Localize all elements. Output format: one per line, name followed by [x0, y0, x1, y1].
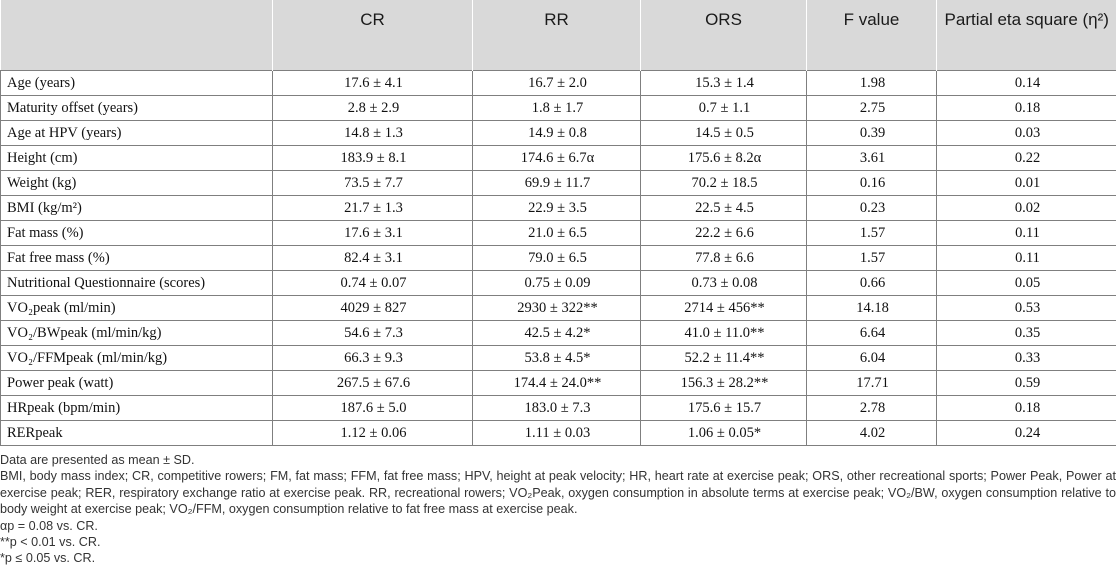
- ors-value: 156.3 ± 28.2**: [641, 371, 807, 396]
- row-label: Height (cm): [1, 146, 273, 171]
- table-row: [1, 146, 1116, 171]
- f-value: 2.75: [807, 96, 937, 121]
- cr-value: 17.6 ± 4.1: [273, 71, 473, 96]
- eta-value: 0.02: [937, 196, 1116, 221]
- cr-value: 267.5 ± 67.6: [273, 371, 473, 396]
- cr-value: 21.7 ± 1.3: [273, 196, 473, 221]
- rr-value: 16.7 ± 2.0: [473, 71, 641, 96]
- rr-value: 2930 ± 322**: [473, 296, 641, 321]
- cr-value: 17.6 ± 3.1: [273, 221, 473, 246]
- header-row-label: [1, 0, 273, 71]
- ors-value: 0.7 ± 1.1: [641, 96, 807, 121]
- f-value: 6.04: [807, 346, 937, 371]
- ors-value: 22.2 ± 6.6: [641, 221, 807, 246]
- cr-value: 14.8 ± 1.3: [273, 121, 473, 146]
- rr-value: 14.9 ± 0.8: [473, 121, 641, 146]
- table-row: [1, 421, 1116, 446]
- cr-value: 4029 ± 827: [273, 296, 473, 321]
- rr-value: 1.8 ± 1.7: [473, 96, 641, 121]
- header-cr: CR: [273, 0, 473, 71]
- ors-value: 15.3 ± 1.4: [641, 71, 807, 96]
- cr-value: 82.4 ± 3.1: [273, 246, 473, 271]
- f-value: 0.39: [807, 121, 937, 146]
- rr-value: 21.0 ± 6.5: [473, 221, 641, 246]
- rr-value: 22.9 ± 3.5: [473, 196, 641, 221]
- f-value: 4.02: [807, 421, 937, 446]
- rr-value: 69.9 ± 11.7: [473, 171, 641, 196]
- f-value: 1.98: [807, 71, 937, 96]
- f-value: 0.23: [807, 196, 937, 221]
- eta-value: 0.18: [937, 96, 1116, 121]
- row-label: VO₂/BWpeak (ml/min/kg): [1, 321, 273, 346]
- f-value: 1.57: [807, 246, 937, 271]
- cr-value: 183.9 ± 8.1: [273, 146, 473, 171]
- eta-value: 0.14: [937, 71, 1116, 96]
- rr-value: 53.8 ± 4.5*: [473, 346, 641, 371]
- table-row: [1, 221, 1116, 246]
- table-row: [1, 371, 1116, 396]
- row-label: Weight (kg): [1, 171, 273, 196]
- rr-value: 174.4 ± 24.0**: [473, 371, 641, 396]
- ors-value: 14.5 ± 0.5: [641, 121, 807, 146]
- f-value: 0.66: [807, 271, 937, 296]
- f-value: 17.71: [807, 371, 937, 396]
- ors-value: 70.2 ± 18.5: [641, 171, 807, 196]
- header-f-value: F value: [807, 0, 937, 71]
- header-ors: ORS: [641, 0, 807, 71]
- row-label: Fat mass (%): [1, 221, 273, 246]
- f-value: 2.78: [807, 396, 937, 421]
- ors-value: 52.2 ± 11.4**: [641, 346, 807, 371]
- table-row: [1, 246, 1116, 271]
- single-star-note: *p ≤ 0.05 vs. CR.: [0, 551, 96, 566]
- eta-value: 0.53: [937, 296, 1116, 321]
- table-row: [1, 321, 1116, 346]
- f-value: 0.16: [807, 171, 937, 196]
- ors-value: 77.8 ± 6.6: [641, 246, 807, 271]
- f-value: 1.57: [807, 221, 937, 246]
- cr-value: 2.8 ± 2.9: [273, 96, 473, 121]
- alpha-note: αp = 0.08 vs. CR.: [0, 518, 98, 533]
- f-value: 6.64: [807, 321, 937, 346]
- eta-value: 0.35: [937, 321, 1116, 346]
- cr-value: 187.6 ± 5.0: [273, 396, 473, 421]
- row-label: Age (years): [1, 71, 273, 96]
- ors-value: 175.6 ± 8.2α: [641, 146, 807, 171]
- eta-value: 0.05: [937, 271, 1116, 296]
- table-row: [1, 171, 1116, 196]
- row-label: Fat free mass (%): [1, 246, 273, 271]
- ors-value: 0.73 ± 0.08: [641, 271, 807, 296]
- table-row: [1, 121, 1116, 146]
- table-row: [1, 346, 1116, 371]
- data-note: Data are presented as mean ± SD.: [0, 453, 195, 467]
- table-header-row: [1, 0, 1116, 71]
- row-label: BMI (kg/m²): [1, 196, 273, 221]
- cr-value: 66.3 ± 9.3: [273, 346, 473, 371]
- eta-value: 0.22: [937, 146, 1116, 171]
- row-label: VO₂/FFMpeak (ml/min/kg): [1, 346, 273, 371]
- eta-value: 0.18: [937, 396, 1116, 421]
- rr-value: 0.75 ± 0.09: [473, 271, 641, 296]
- eta-value: 0.33: [937, 346, 1116, 371]
- row-label: HRpeak (bpm/min): [1, 396, 273, 421]
- f-value: 14.18: [807, 296, 937, 321]
- ors-value: 1.06 ± 0.05*: [641, 421, 807, 446]
- cr-value: 1.12 ± 0.06: [273, 421, 473, 446]
- row-label: VO₂peak (ml/min): [1, 296, 273, 321]
- table-row: [1, 271, 1116, 296]
- eta-value: 0.01: [937, 171, 1116, 196]
- table-footnotes: [0, 452, 1116, 567]
- table-row: [1, 196, 1116, 221]
- row-label: Age at HPV (years): [1, 121, 273, 146]
- rr-value: 183.0 ± 7.3: [473, 396, 641, 421]
- rr-value: 79.0 ± 6.5: [473, 246, 641, 271]
- eta-value: 0.59: [937, 371, 1116, 396]
- table-row: [1, 71, 1116, 96]
- cr-value: 73.5 ± 7.7: [273, 171, 473, 196]
- rr-value: 174.6 ± 6.7α: [473, 146, 641, 171]
- table-row: [1, 296, 1116, 321]
- eta-value: 0.24: [937, 421, 1116, 446]
- table-row: [1, 96, 1116, 121]
- header-rr: RR: [473, 0, 641, 71]
- ors-value: 41.0 ± 11.0**: [641, 321, 807, 346]
- row-label: Nutritional Questionnaire (scores): [1, 271, 273, 296]
- rr-value: 1.11 ± 0.03: [473, 421, 641, 446]
- ors-value: 22.5 ± 4.5: [641, 196, 807, 221]
- header-partial-eta: Partial eta square (η²): [937, 0, 1116, 71]
- abbreviations-note: BMI, body mass index; CR, competitive rowers; FM, fat mass; FFM, fat free mass; HPV, height at peak velocity; HR, heart rate at exercise peak; ORS, other recreational sports; Power Peak, Power at exercise peak; RER, respiratory exchange ratio at exercise peak. RR, recreational rowers; VO₂Peak, oxygen consumption in absolute terms at exercise peak; VO₂/BW, oxygen consumption relative to body weight at exercise peak; VO₂/FFM, oxygen consumption relative to fat free mass at exercise peak.: [0, 469, 1116, 517]
- table-row: [1, 396, 1116, 421]
- eta-value: 0.11: [937, 221, 1116, 246]
- eta-value: 0.03: [937, 121, 1116, 146]
- row-label: RERpeak: [1, 421, 273, 446]
- double-star-note: **p < 0.01 vs. CR.: [0, 535, 101, 550]
- ors-value: 2714 ± 456**: [641, 296, 807, 321]
- cr-value: 54.6 ± 7.3: [273, 321, 473, 346]
- f-value: 3.61: [807, 146, 937, 171]
- eta-value: 0.11: [937, 246, 1116, 271]
- cr-value: 0.74 ± 0.07: [273, 271, 473, 296]
- ors-value: 175.6 ± 15.7: [641, 396, 807, 421]
- row-label: Maturity offset (years): [1, 96, 273, 121]
- rr-value: 42.5 ± 4.2*: [473, 321, 641, 346]
- row-label: Power peak (watt): [1, 371, 273, 396]
